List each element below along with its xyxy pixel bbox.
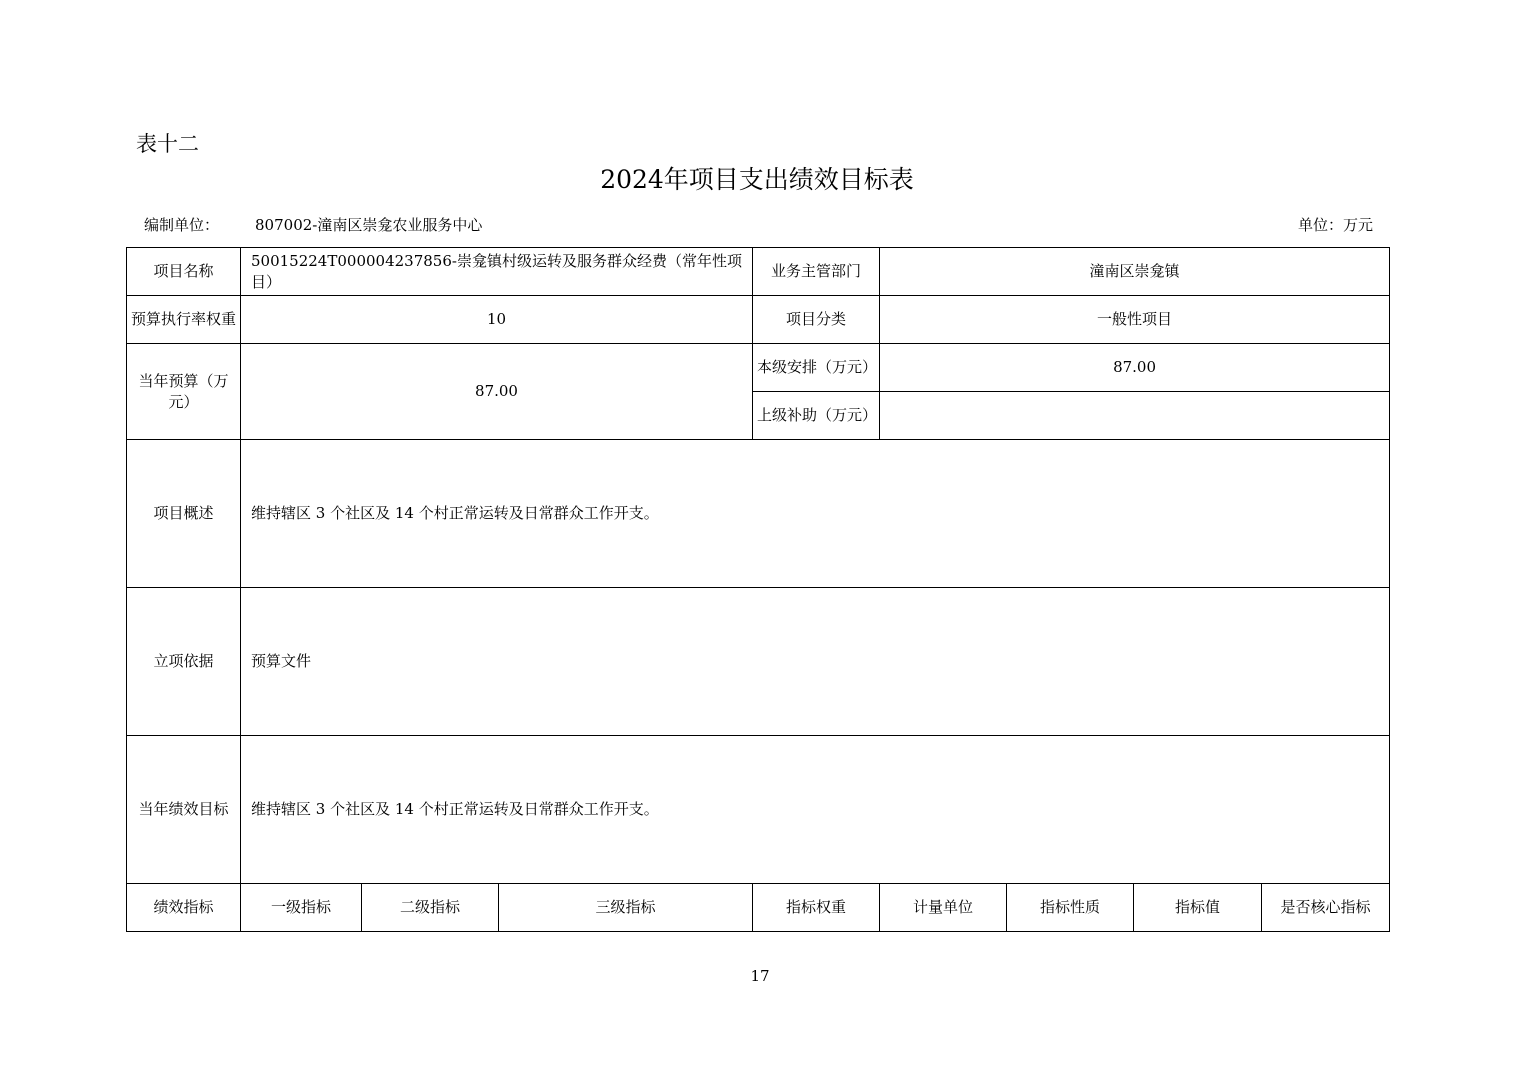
budget-value: 87.00 (241, 344, 753, 440)
indicator-label: 绩效指标 (127, 884, 241, 932)
column-header: 是否核心指标 (1262, 884, 1390, 932)
basis-value: 预算文件 (241, 588, 1390, 736)
page-title: 2024年项目支出绩效目标表 (600, 165, 914, 194)
goal-value: 维持辖区 3 个社区及 14 个村正常运转及日常群众工作开支。 (241, 736, 1390, 884)
compiler-info (144, 214, 482, 235)
table-row (127, 588, 1390, 736)
local-value: 87.00 (880, 344, 1390, 392)
dept-label: 业务主管部门 (753, 248, 880, 296)
project-name-value: 50015224T000004237856-崇龛镇村级运转及服务群众经费（常年性项目） (241, 248, 753, 296)
weight-value: 10 (241, 296, 753, 344)
category-label: 项目分类 (753, 296, 880, 344)
table-row (127, 248, 1390, 296)
indicator-header-row (127, 884, 1390, 932)
column-header: 三级指标 (499, 884, 753, 932)
category-value: 一般性项目 (880, 296, 1390, 344)
column-header: 计量单位 (880, 884, 1007, 932)
table-row (127, 736, 1390, 884)
unit-label: 单位：万元 (1298, 216, 1374, 234)
upper-label: 上级补助（万元） (753, 392, 880, 440)
performance-table (126, 247, 1390, 932)
column-header: 指标值 (1134, 884, 1262, 932)
table-row (127, 440, 1390, 588)
table-number: 表十二 (136, 132, 199, 156)
column-header: 二级指标 (362, 884, 499, 932)
page-number: 17 (750, 967, 770, 985)
column-header: 一级指标 (241, 884, 362, 932)
project-name-label: 项目名称 (127, 248, 241, 296)
table-row (127, 296, 1390, 344)
budget-label: 当年预算（万元） (127, 344, 241, 440)
table-row (127, 344, 1390, 392)
goal-label: 当年绩效目标 (127, 736, 241, 884)
compiler-value: 807002-潼南区崇龛农业服务中心 (255, 216, 483, 234)
column-header: 指标权重 (753, 884, 880, 932)
basis-label: 立项依据 (127, 588, 241, 736)
weight-label: 预算执行率权重 (127, 296, 241, 344)
compiler-label: 编制单位： (144, 216, 220, 234)
overview-value: 维持辖区 3 个社区及 14 个村正常运转及日常群众工作开支。 (241, 440, 1390, 588)
upper-value (880, 392, 1390, 440)
local-label: 本级安排（万元） (753, 344, 880, 392)
dept-value: 潼南区崇龛镇 (880, 248, 1390, 296)
column-header: 指标性质 (1007, 884, 1134, 932)
overview-label: 项目概述 (127, 440, 241, 588)
